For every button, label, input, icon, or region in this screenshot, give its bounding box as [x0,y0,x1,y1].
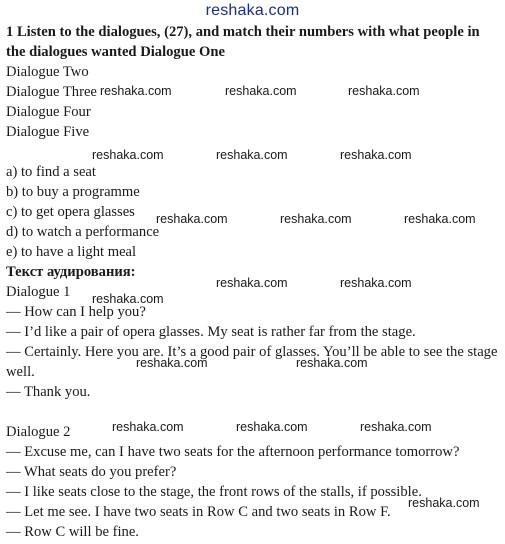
header-watermark: reshaka.com [205,2,300,19]
dialogue-1-line: — I’d like a pair of opera glasses. My seat is rather far from the stage. [6,324,416,340]
watermark: reshaka.com [216,276,288,290]
watermark: reshaka.com [360,420,432,434]
watermark: reshaka.com [340,276,412,290]
option-c: c) to get opera glasses [6,204,135,220]
watermark: reshaka.com [404,212,476,226]
option-e: e) to have a light meal [6,244,137,260]
watermark: reshaka.com [348,84,420,98]
option-a: a) to find a seat [6,164,96,180]
watermark: reshaka.com [156,212,228,226]
dialogue-2-line: — Row C will be fine. [6,524,139,540]
watermark: reshaka.com [408,496,480,510]
dialogue-2-label: Dialogue 2 [6,424,71,440]
dialogue-1-line: — Certainly. Here you are. It’s a good pair of glasses. You’ll be able to see the stage well. [6,344,498,380]
dialogue-2-line: — What seats do you prefer? [6,464,177,480]
dialogue-1-line: — How can I help you? [6,304,146,320]
watermark: reshaka.com [340,148,412,162]
dialogue-1-label: Dialogue 1 [6,284,71,300]
watermark: reshaka.com [216,148,288,162]
dialogue-1-line: — Thank you. [6,384,91,400]
dialogue-label-two: Dialogue Two [6,64,89,80]
watermark: reshaka.com [92,292,164,306]
option-b: b) to buy a programme [6,184,140,200]
option-d: d) to watch a performance [6,224,160,240]
watermark: reshaka.com [100,84,172,98]
watermark: reshaka.com [136,356,208,370]
dialogue-label-four: Dialogue Four [6,104,91,120]
watermark: reshaka.com [112,420,184,434]
watermark: reshaka.com [280,212,352,226]
transcript-title: Текст аудирования: [6,264,136,280]
dialogue-2-line: — Excuse me, can I have two seats for the afternoon performance tomorrow? [6,444,460,460]
dialogue-2-line: — I like seats close to the stage, the front rows of the stalls, if possible. [6,484,422,500]
task-heading: 1 Listen to the dialogues, (27), and match their numbers with what people in the dialogues wanted Dialogue One [6,24,480,60]
watermark: reshaka.com [225,84,297,98]
dialogue-2-line: — Let me see. I have two seats in Row C and two seats in Row F. [6,504,391,520]
dialogue-label-three: Dialogue Three [6,84,97,100]
watermark: reshaka.com [92,148,164,162]
watermark: reshaka.com [296,356,368,370]
watermark: reshaka.com [236,420,308,434]
dialogue-label-five: Dialogue Five [6,124,90,140]
